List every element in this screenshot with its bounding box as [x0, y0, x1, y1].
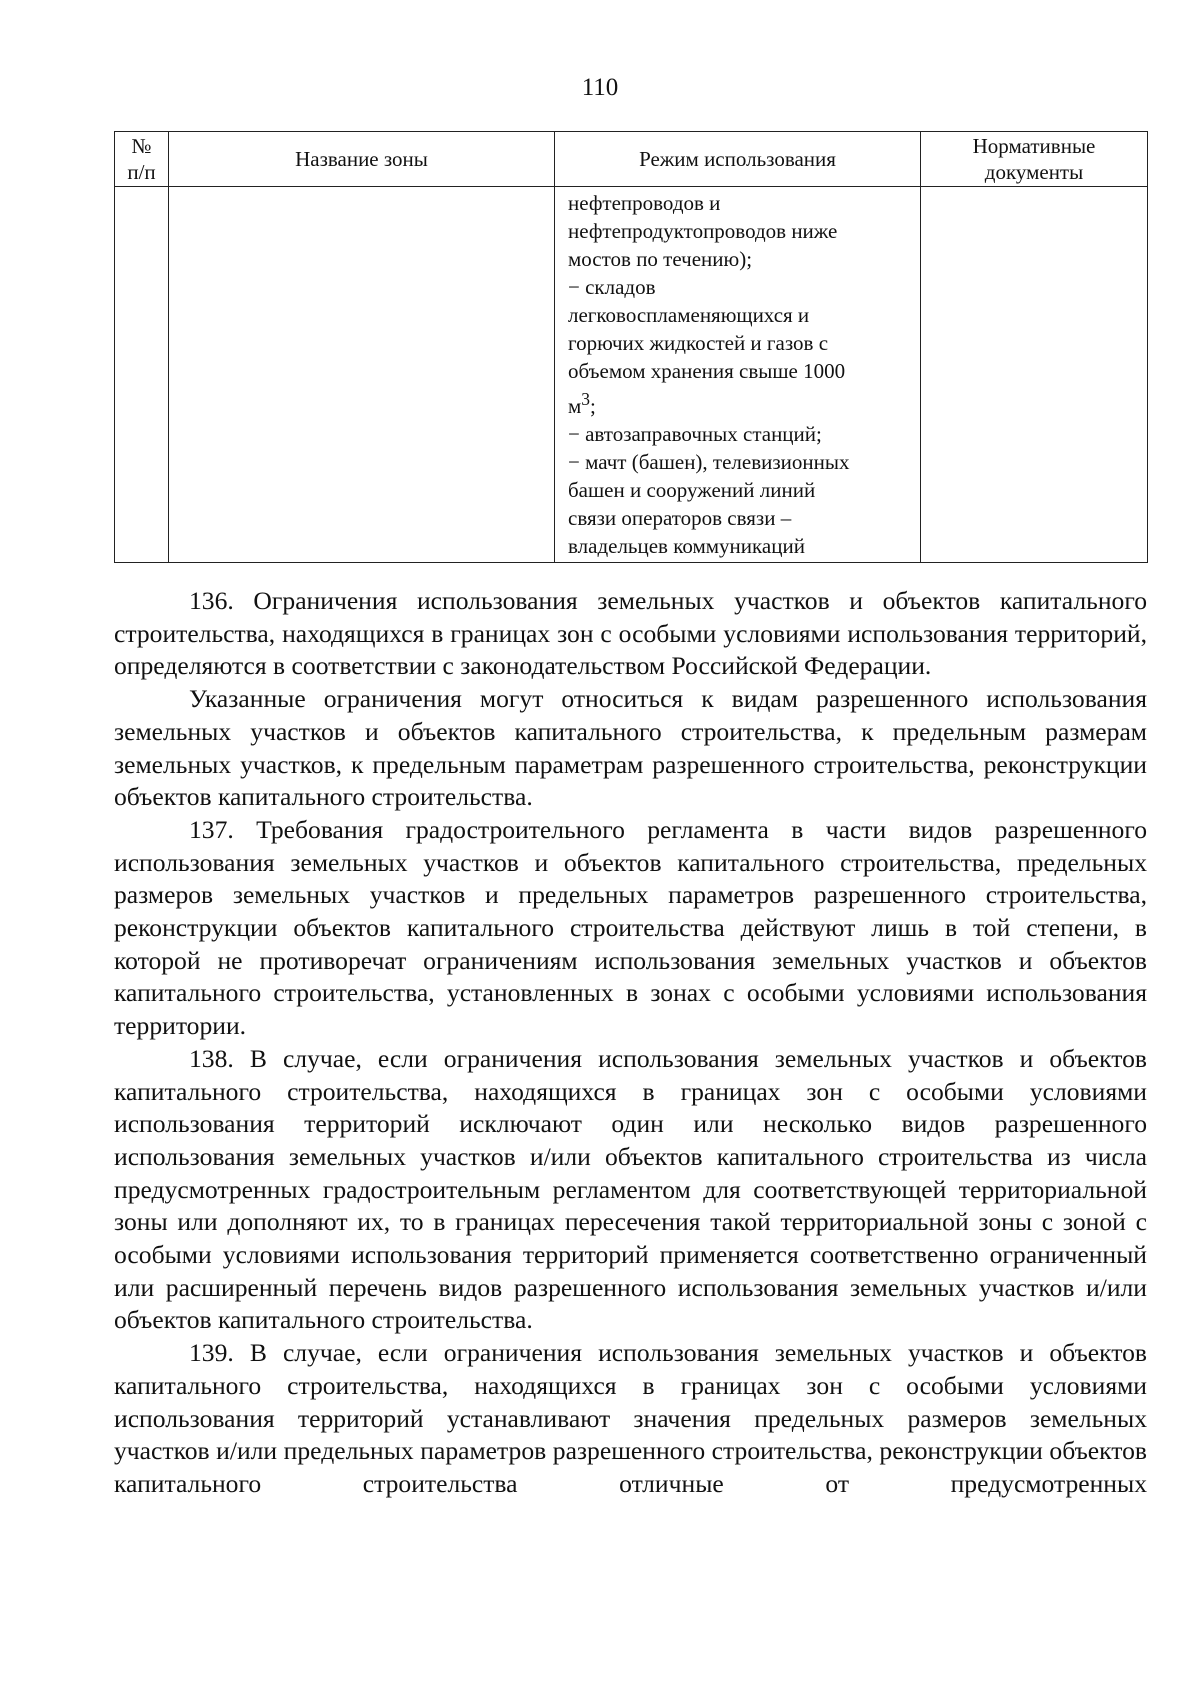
mode-line: легковоспламеняющихся и — [568, 303, 810, 327]
mode-line: владельцев коммуникаций — [568, 534, 805, 558]
cell-normative-docs — [921, 187, 1148, 563]
mode-line: нефтепродуктопроводов ниже — [568, 219, 838, 243]
page-number: 110 — [581, 74, 619, 101]
cell-zone-name — [169, 187, 555, 563]
zones-table — [114, 131, 1148, 563]
table-header-row — [115, 132, 1148, 187]
mode-line-cubic-meters — [568, 385, 914, 420]
unit-superscript: 3 — [581, 389, 591, 409]
paragraph-restrictions: Указанные ограничения могут относиться к видам разрешенного использования земельных участков и объектов капитального строительства, к предельным размерам земельных участков, к предельным параметрам разрешенного строительства, реконструкции объектов капитального строительства. — [114, 684, 1147, 812]
mode-line: нефтепроводов и — [568, 191, 721, 215]
table-row — [115, 187, 1148, 563]
unit-text: м — [568, 394, 582, 418]
mode-line: − мачт (башен), телевизионных — [568, 450, 850, 474]
mode-line: связи операторов связи – — [568, 506, 792, 530]
paragraph-138: 138. В случае, если ограничения использования земельных участков и объектов капитального строительства, находящихся в границах зон с особыми условиями использования территорий исключают один или несколько видов разрешенного использования земельных участков и/или объектов капитального строительства из числа предусмотренных градостроительным регламентом для соответствующей территориальной зоны или дополняют их, то в границах пересечения такой территориальной зоны с зоной с особыми условиями использования территорий применяется соответственно ограниченный или расширенный перечень видов разрешенного использования земельных участков и/или объектов капитального строительства. — [114, 1043, 1147, 1335]
header-usage-mode: Режим использования — [555, 132, 921, 187]
header-docs-line-1: Нормативные — [972, 134, 1096, 158]
header-number-line-1: № — [131, 134, 152, 158]
paragraph-137: 137. Требования градостроительного регламента в части видов разрешенного использования земельных участков и объектов капитального строительства, предельных размеров земельных участков и предельных параметров разрешенного строительства, реконструкции объектов капитального строительства действуют лишь в той степени, в которой не противоречат ограничениям использования земельных участков и объектов капитального строительства, установленных в зонах с особыми условиями использования территории. — [114, 814, 1147, 1041]
header-docs-line-2: документы — [984, 160, 1084, 184]
mode-line: горючих жидкостей и газов с — [568, 331, 829, 355]
mode-line: башен и сооружений линий — [568, 478, 816, 502]
header-number — [115, 132, 169, 187]
mode-line: − автозаправочных станций; — [568, 422, 822, 446]
mode-line: объемом хранения свыше 1000 — [568, 359, 846, 383]
mode-line: − складов — [568, 275, 656, 299]
header-number-line-2: п/п — [127, 160, 156, 184]
header-normative-docs — [921, 132, 1148, 187]
cell-number — [115, 187, 169, 563]
header-zone-name: Название зоны — [169, 132, 555, 187]
cell-usage-mode — [555, 187, 921, 563]
mode-line: мостов по течению); — [568, 247, 753, 271]
paragraph-139: 139. В случае, если ограничения использования земельных участков и объектов капитального строительства, находящихся в границах зон с особыми условиями использования территорий устанавливают значения предельных размеров земельных участков и/или предельных параметров разрешенного строительства, реконструкции объектов капитального строительства отличные от предусмотренных — [114, 1338, 1147, 1498]
document-body — [114, 585, 1147, 1501]
unit-suffix: ; — [590, 394, 596, 418]
paragraph-136: 136. Ограничения использования земельных участков и объектов капитального строительства, находящихся в границах зон с особыми условиями использования территорий, определяются в соответствии с законодательством Российской Федерации. — [114, 586, 1147, 681]
